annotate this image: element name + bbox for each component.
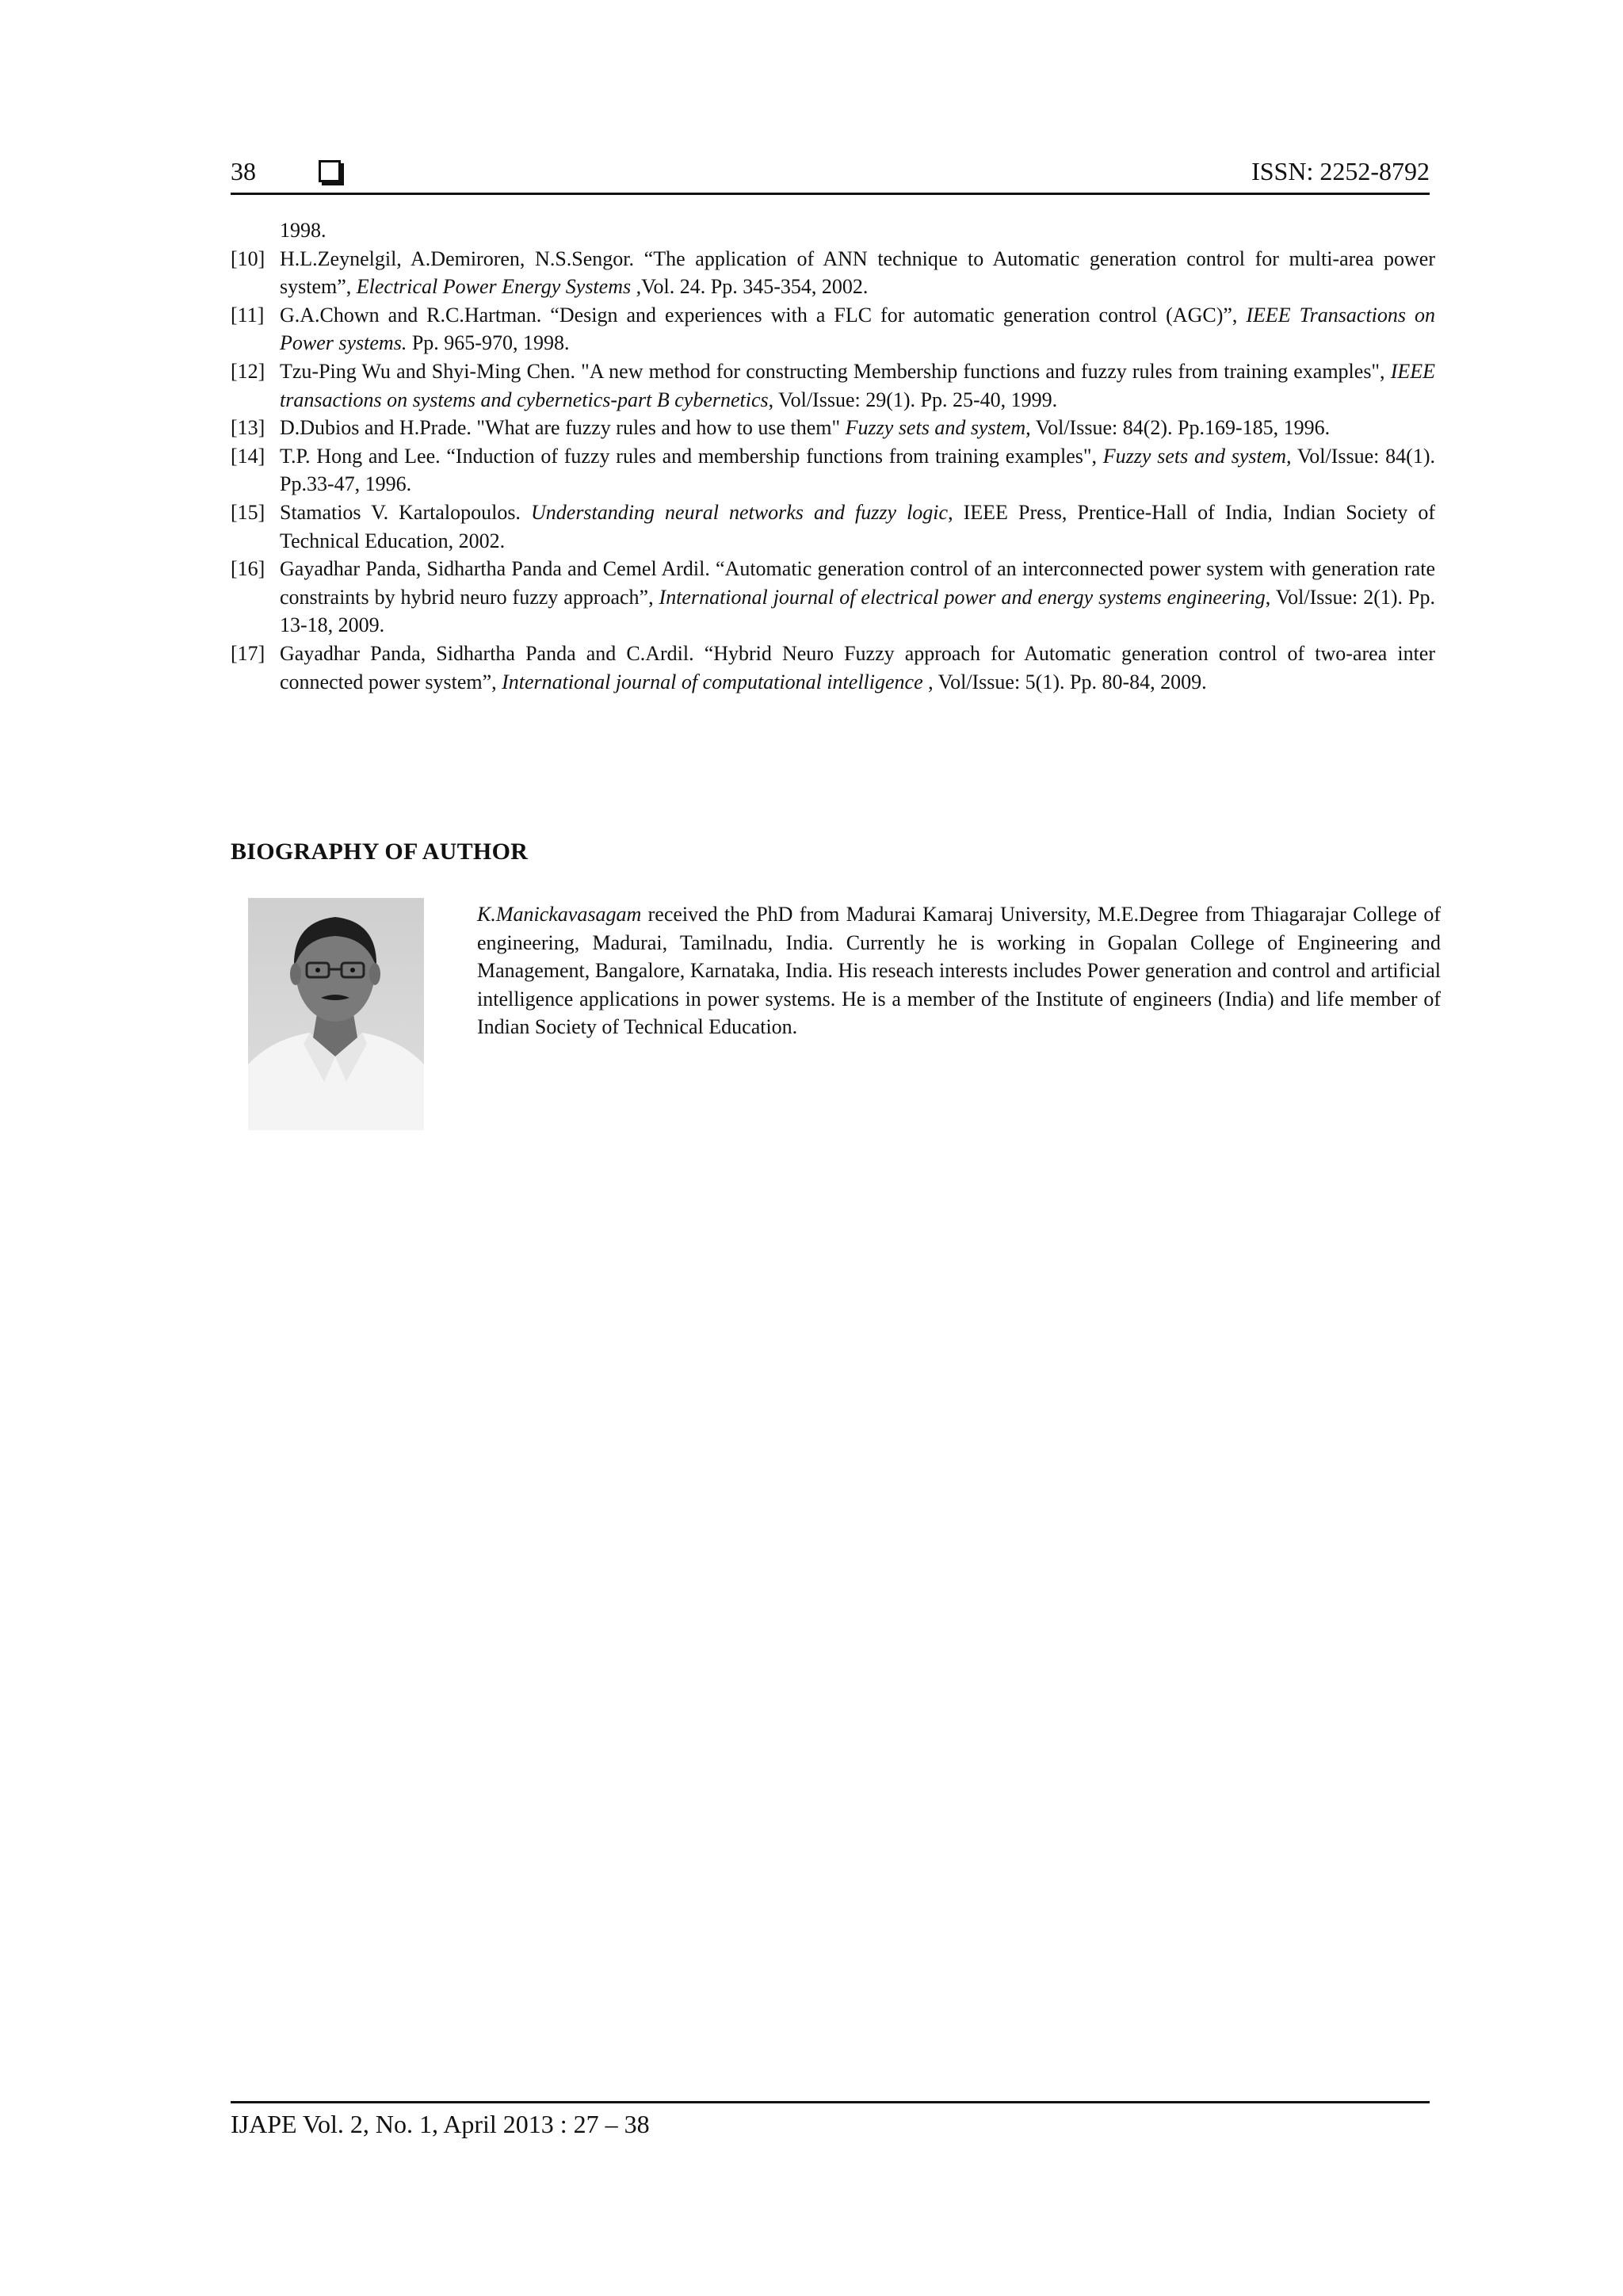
reference-journal: Fuzzy sets and system, [845,416,1031,440]
reference-number: [12] [231,359,265,383]
reference-authors-title: Gayadhar Panda, Sidhartha Panda and C.Ardil. “Hybrid Neuro Fuzzy approach for Automatic generation control of two-area inter connected power system”, [280,641,1435,693]
reference-text [280,245,1435,301]
footer-citation: IJAPE Vol. 2, No. 1, April 2013 : 27 – 38 [231,2110,650,2138]
reference-item [231,640,1435,696]
reference-journal: IEEE Transactions on Power systems. [280,303,1435,355]
reference-details: , IEEE Press, Prentice-Hall of India, Indian Society of Technical Education, 2002. [280,500,1435,552]
issn-label: ISSN: 2252-8792 [1251,157,1430,185]
reference-authors-title: Gayadhar Panda, Sidhartha Panda and Cemel Ardil. “Automatic generation control of an interconnected power system with generation rate constraints by hybrid neuro fuzzy approach”, [280,557,1435,609]
page-header [231,155,1430,190]
reference-item [231,499,1435,555]
reference-journal: Understanding neural networks and fuzzy logic [531,500,949,524]
reference-item [231,245,1435,301]
reference-text [280,555,1435,640]
reference-details: Vol/Issue: 84(1). Pp.33-47, 1996. [280,444,1435,496]
reference-details: Vol. 24. Pp. 345-354, 2002. [641,275,869,299]
reference-authors-title: Tzu-Ping Wu and Shyi-Ming Chen. "A new method for constructing Membership functions and fuzzy rules from training examples", [280,359,1391,383]
reference-details: , Vol/Issue: 2(1). Pp. 13-18, 2009. [280,585,1435,637]
reference-journal: International journal of computational intelligence [502,670,923,693]
reference-item [231,301,1435,357]
header-divider [231,193,1430,195]
reference-details: Pp. 965-970, 1998. [407,331,570,355]
reference-number: [13] [231,416,265,440]
reference-number: [15] [231,500,265,524]
biography-text [477,900,1441,1041]
biography-body: received the PhD from Madurai Kamaraj University, M.E.Degree from Thiagarajar College of engineering, Madurai, Tamilnadu, India. Currently he is working in Gopalan College of Engineering and Management, Bangalore, Karnataka, India. His reseach interests includes Power generation and control and artificial intelligence applications in power systems. He is a member of the Institute of engineers (India) and life member of Indian Society of Technical Education. [477,903,1441,1039]
page-number: 38 [231,157,256,185]
reference-details: Vol/Issue: 84(2). Pp.169-185, 1996. [1030,416,1331,440]
reference-details: , Vol/Issue: 29(1). Pp. 25-40, 1999. [768,388,1058,411]
reference-text [280,442,1435,499]
reference-item [231,442,1435,499]
reference-text [280,414,1435,442]
reference-number: [11] [231,303,265,327]
reference-authors-title: G.A.Chown and R.C.Hartman. “Design and experiences with a FLC for automatic generation control (AGC)”, [280,303,1247,327]
reference-authors-title: Stamatios V. Kartalopoulos. [280,500,531,524]
reference-text [280,499,1435,555]
reference-journal: Fuzzy sets and system, [1102,444,1292,468]
reference-number: [16] [231,557,265,581]
biography-heading: BIOGRAPHY OF AUTHOR [231,839,529,865]
reference-text [280,357,1435,414]
reference-list [231,216,1435,696]
reference-number: [10] [231,246,265,270]
reference-authors-title: T.P. Hong and Lee. “Induction of fuzzy rules and membership functions from training examples", [280,444,1103,468]
checkbox-square-icon [319,160,341,182]
reference-item [231,414,1435,442]
reference-text [280,640,1435,696]
reference-journal: IEEE transactions on systems and cybernetics-part B cybernetics [280,359,1435,411]
footer-divider [231,2101,1430,2103]
reference-item [231,555,1435,640]
reference-text [280,301,1435,357]
reference-continuation: 1998. [280,219,327,242]
reference-item [231,357,1435,414]
author-photo [248,898,424,1130]
author-name: K.Manickavasagam [477,903,642,926]
reference-journal: Electrical Power Energy Systems , [356,275,642,299]
reference-number: [17] [231,641,265,665]
reference-journal: International journal of electrical power and energy systems engineering [659,585,1266,609]
reference-number: [14] [231,444,265,468]
reference-authors-title: D.Dubios and H.Prade. "What are fuzzy rules and how to use them" [280,416,846,440]
reference-details: , Vol/Issue: 5(1). Pp. 80-84, 2009. [922,670,1207,693]
reference-authors-title: H.L.Zeynelgil, A.Demiroren, N.S.Sengor. “The application of ANN technique to Automatic generation control for multi-area power system”, [280,246,1435,299]
